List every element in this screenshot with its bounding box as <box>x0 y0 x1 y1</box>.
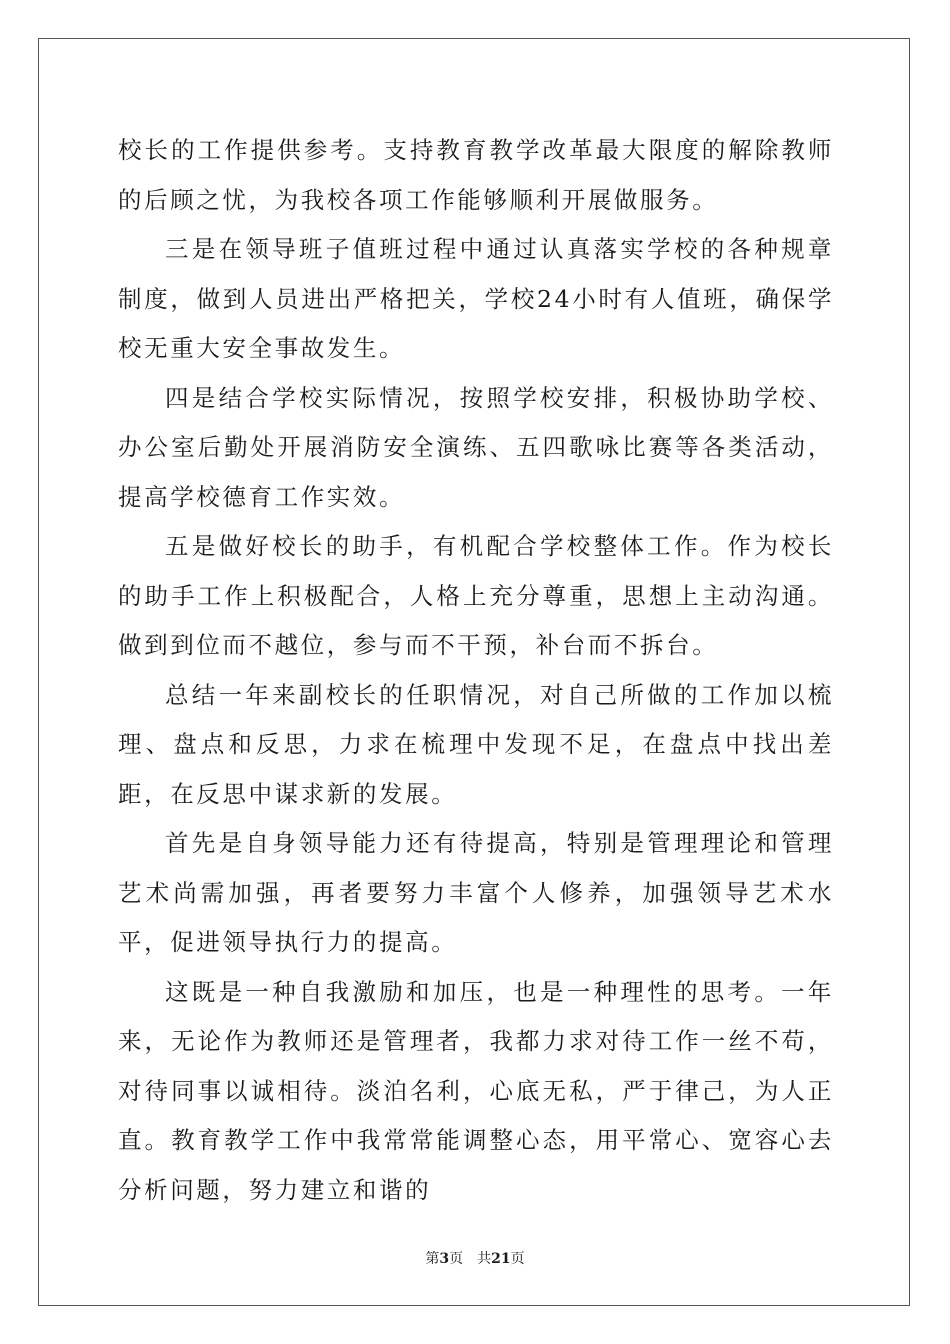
paragraph-6: 首先是自身领导能力还有待提高，特别是管理理论和管理艺术尚需加强，再者要努力丰富个人修养，加强领导艺术水平，促进领导执行力的提高。 <box>118 829 834 956</box>
total-suffix: 页 <box>510 1251 525 1267</box>
paragraph-4: 五是做好校长的助手，有机配合学校整体工作。作为校长的助手工作上积极配合，人格上充分尊重，思想上主动沟通。做到到位而不越位，参与而不干预，补台而不拆台。 <box>118 532 834 659</box>
paragraph-3: 四是结合学校实际情况，按照学校安排，积极协助学校、办公室后勤处开展消防安全演练、五四歌咏比赛等各类活动，提高学校德育工作实效。 <box>118 383 834 511</box>
page-suffix: 页 <box>449 1251 464 1267</box>
page-footer <box>0 1248 950 1268</box>
page-prefix: 第 <box>425 1251 440 1267</box>
paragraph-7: 这既是一种自我激励和加压，也是一种理性的思考。一年来，无论作为教师还是管理者，我都力求对待工作一丝不苟，对待同事以诚相待。淡泊名利，心底无私，严于律己，为人正直。教育教学工作中我常常能调整心态，用平常心、宽容心去分析问题，努力建立和谐的 <box>118 977 834 1204</box>
paragraph-1: 校长的工作提供参考。支持教育教学改革最大限度的解除教师的后顾之忧，为我校各项工作能够顺利开展做服务。 <box>118 136 834 214</box>
paragraph-2: 三是在领导班子值班过程中通过认真落实学校的各种规章制度，做到人员进出严格把关，学校24小时有人值班，确保学校无重大安全事故发生。 <box>118 235 834 362</box>
total-prefix: 共 <box>477 1251 492 1267</box>
page-total: 21 <box>491 1251 511 1267</box>
document-body <box>118 126 834 1215</box>
page-current: 3 <box>439 1251 450 1267</box>
paragraph-5: 总结一年来副校长的任职情况，对自己所做的工作加以梳理、盘点和反思，力求在梳理中发现不足，在盘点中找出差距，在反思中谋求新的发展。 <box>118 680 834 808</box>
